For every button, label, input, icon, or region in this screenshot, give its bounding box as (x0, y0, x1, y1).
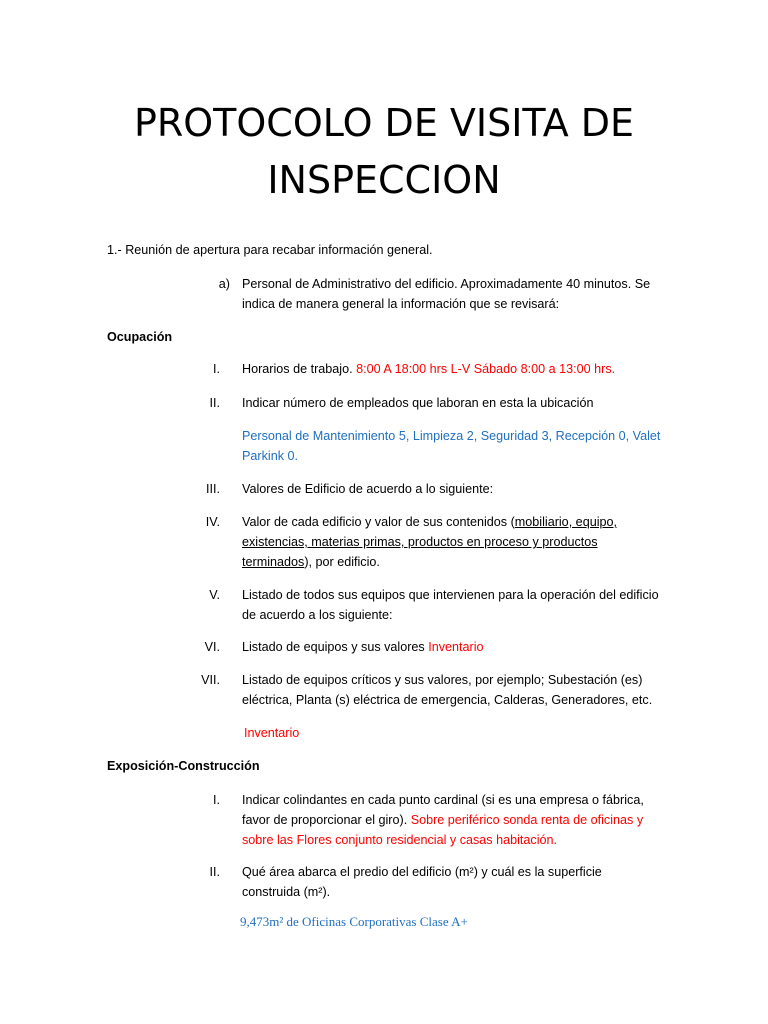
list-item-text-line-2: de acuerdo a los siguiente: (242, 608, 393, 622)
empleados-answer-line-2: Parkink 0. (242, 449, 298, 463)
list-item-text (242, 359, 615, 379)
intro-text: 1.- Reunión de apertura para recabar información general. (107, 243, 433, 257)
list-item-marker: II. (209, 865, 220, 879)
list-item-text-line-2 (242, 810, 643, 830)
title-line-2: INSPECCION (267, 158, 501, 202)
colindantes-answer-1: Sobre periférico sonda renta de oficinas y (410, 813, 644, 827)
list-item-marker: II. (209, 396, 220, 410)
colindantes-answer-2: sobre las Flores conjunto residencial y casas habitación. (242, 833, 558, 847)
valor-text-underlined-1: mobiliario, equipo, (514, 515, 618, 529)
valor-text-post: ), por edificio. (304, 555, 380, 569)
section-heading-exposicion: Exposición-Construcción (107, 759, 260, 773)
colindantes-text: favor de proporcionar el giro). (242, 813, 411, 827)
list-item-text (242, 552, 380, 572)
valor-text-pre: Valor de cada edificio y valor de sus contenidos ( (242, 515, 515, 529)
listado-label: Listado de equipos y sus valores (242, 640, 429, 654)
inventario-answer-2: Inventario (244, 726, 300, 740)
document-title (0, 95, 768, 209)
item-a-line-2: indica de manera general la información que se revisará: (242, 297, 560, 311)
list-item-text-line-2: eléctrica, Planta (s) eléctrica de emergencia, Calderas, Generadores, etc. (242, 693, 653, 707)
list-item-text: Valores de Edificio de acuerdo a lo siguiente: (242, 482, 494, 496)
list-item-marker: VI. (204, 640, 220, 654)
list-item-text-line-1: Indicar colindantes en cada punto cardinal (si es una empresa o fábrica, (242, 793, 644, 807)
list-item-text (242, 637, 484, 657)
list-item-text: Indicar número de empleados que laboran en esta la ubicación (242, 396, 594, 410)
list-item-marker: VII. (201, 673, 220, 687)
list-item-text-line-1: Listado de todos sus equipos que intervienen para la operación del edificio (242, 588, 659, 602)
valor-text-underlined-2: existencias, materias primas, productos en proceso y productos (242, 535, 598, 549)
list-item-marker: I. (213, 793, 220, 807)
empleados-answer-line-1: Personal de Mantenimiento 5, Limpieza 2, Seguridad 3, Recepción 0, Valet (242, 429, 661, 443)
title-line-1: PROTOCOLO DE VISITA DE (133, 101, 635, 145)
inventario-answer: Inventario (428, 640, 484, 654)
section-heading-ocupacion: Ocupación (107, 330, 173, 344)
list-item-marker: V. (209, 588, 220, 602)
list-item-text-line-2: construida (m²). (242, 885, 331, 899)
list-item-text (242, 512, 617, 532)
valor-text-underlined-3: terminados (242, 555, 305, 569)
list-item-text-line-1: Qué área abarca el predio del edificio (m²) y cuál es la superficie (242, 865, 602, 879)
item-a-marker: a) (218, 277, 230, 291)
superficie-answer: 9,473m² de Oficinas Corporativas Clase A+ (240, 914, 468, 929)
horarios-answer: 8:00 A 18:00 hrs L-V Sábado 8:00 a 13:00 hrs. (356, 362, 616, 376)
list-item-text-line-1: Listado de equipos críticos y sus valores, por ejemplo; Subestación (es) (242, 673, 643, 687)
horarios-label: Horarios de trabajo. (242, 362, 357, 376)
list-item-marker: III. (206, 482, 220, 496)
item-a-line-1: Personal de Administrativo del edificio. Aproximadamente 40 minutos. Se (242, 277, 651, 291)
list-item-marker: I. (213, 362, 220, 376)
list-item-marker: IV. (205, 515, 220, 529)
